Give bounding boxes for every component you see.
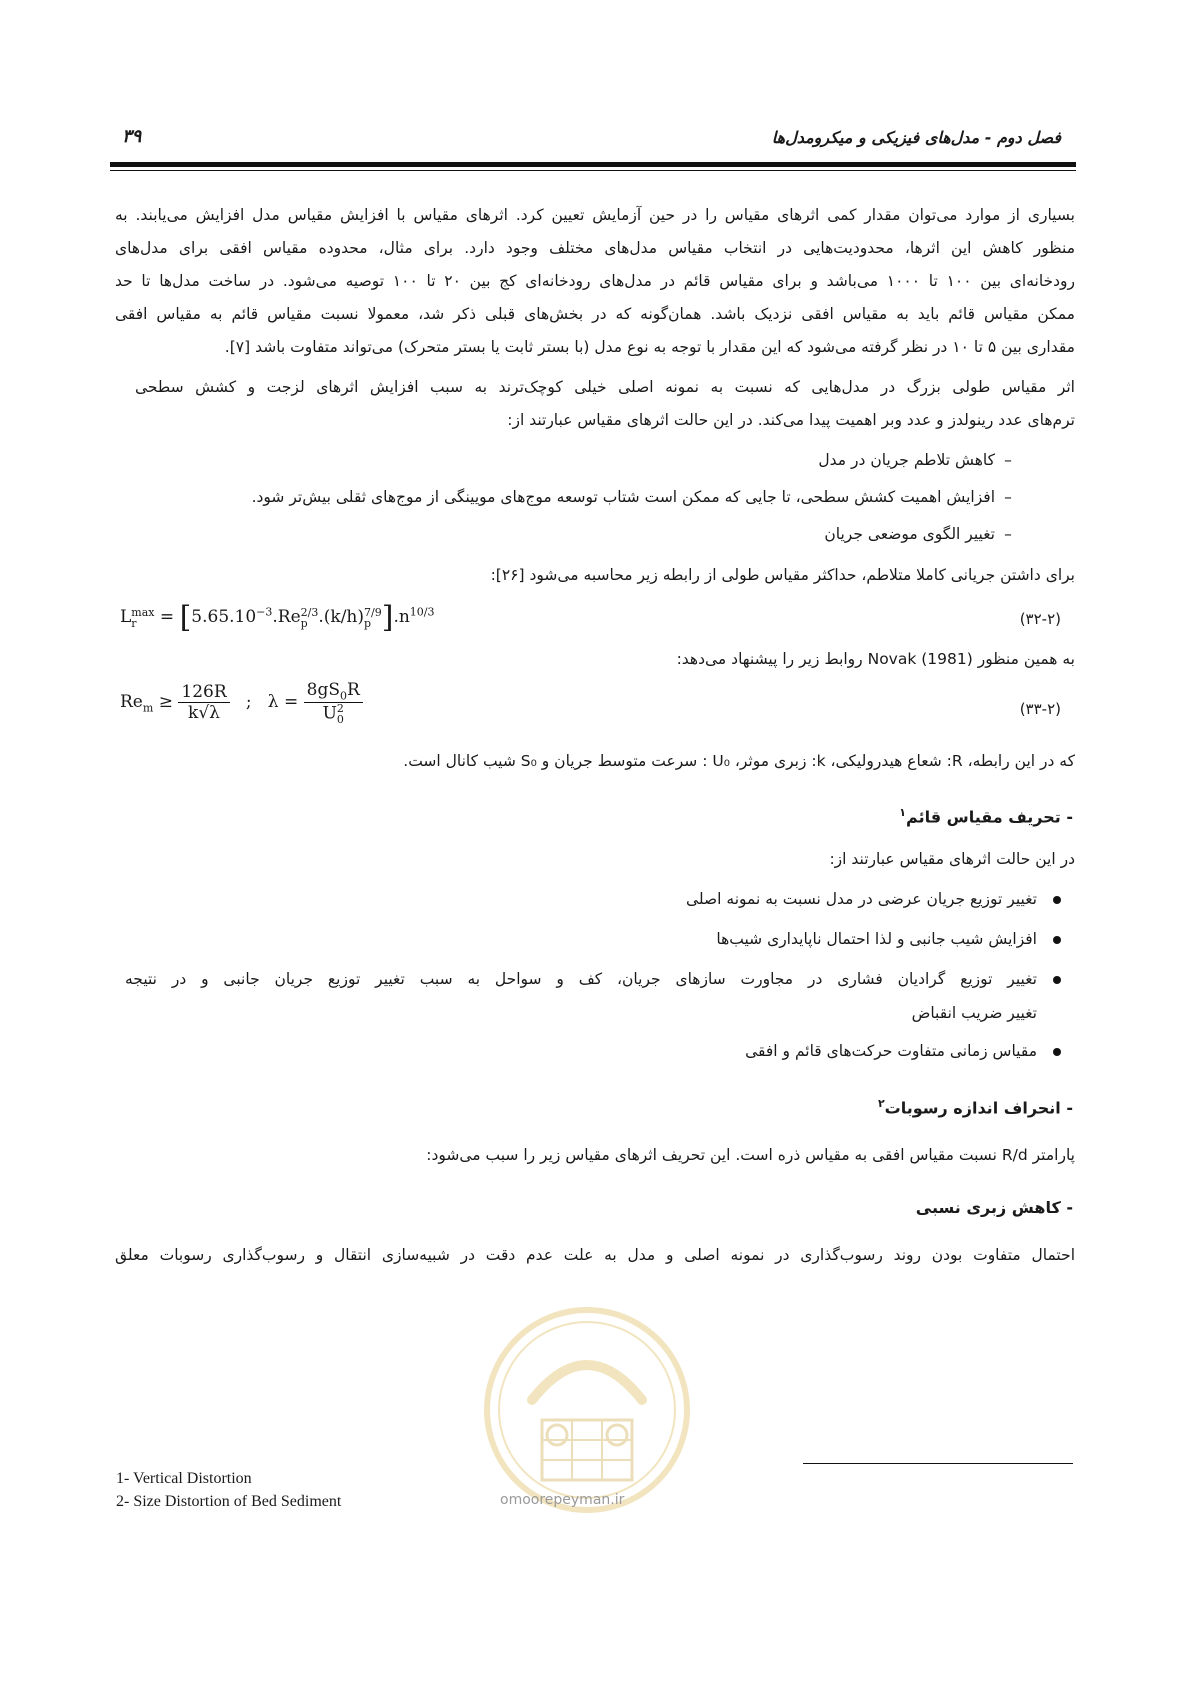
para4: به همین منظور Novak (1981) روابط زیر را پیشنهاد می‌دهد: (676, 650, 1075, 668)
dash-item-3 (824, 525, 1021, 543)
eq33-num2-a: 8gS (306, 680, 340, 700)
eq32-bracket-close: ] (381, 600, 394, 635)
eq33-num2 (304, 680, 363, 703)
eq32-c4-sup: 10/3 (409, 605, 435, 619)
eq32-c2: .Re (272, 607, 301, 627)
eq32-c2-sup: 2/3 (300, 605, 319, 619)
chapter-title: فصل دوم - مدل‌های فیزیکی و میکرومدل‌ها (771, 128, 1061, 147)
eq32-number: (۳۲-۲) (1019, 610, 1061, 628)
para8: احتمال متفاوت بودن روند رسوب‌گذاری در نمونه اصلی و مدل به علت عدم دقت در شبیه‌سازی انتقال و رسوب‌گذاری رسوبات معلق (115, 1246, 1075, 1264)
dash-item-1 (818, 451, 1021, 469)
dash-item-text: افزایش اهمیت کشش سطحی، تا جایی که ممکن است شتاب توسعه موج‌های مویینگی از موج‌های ثقلی بیش‌تر شود. (251, 488, 995, 506)
para5: که در این رابطه، R: شعاع هیدرولیکی، k: زبری موثر، U₀ : سرعت متوسط جریان و S₀ شیب کانال است. (403, 752, 1075, 770)
header-rule-thick (110, 162, 1076, 167)
section2-note: ۲ (877, 1097, 885, 1110)
eq32-c4: .n (393, 607, 410, 627)
dash-mark: – (1004, 525, 1012, 543)
eq32-c1-sup: −3 (256, 605, 273, 619)
eq32-c1: 5.65.10 (191, 607, 257, 627)
eq33-num2-b: R (347, 680, 360, 700)
dash-item-text: تغییر الگوی موضعی جریان (824, 525, 995, 543)
para1-line5: مقداری بین ۵ تا ۱۰ در نظر گرفته می‌شود که این مقدار با توجه به نوع مدل (با بستر ثابت یا بستر متحرک) می‌تواند متفاوت باشد [۷]. (224, 338, 1075, 356)
section1-note: ۱ (899, 806, 907, 819)
equation-33 (120, 680, 363, 725)
eq33-den2 (304, 703, 363, 725)
eq33-num2-sub: 0 (340, 689, 347, 703)
watermark-site: omoorepeyman.ir (500, 1492, 625, 1508)
dot-item-text: مقیاس زمانی متفاوت حرکت‌های قائم و افقی (745, 1042, 1037, 1060)
equation-32 (120, 600, 435, 635)
para2-line2: ترم‌های عدد رینولدز و عدد وبر اهمیت پیدا می‌کند. در این حالت اثرهای مقیاس عبارتند از: (507, 411, 1075, 429)
eq33-den2-sub: 0 (336, 713, 344, 727)
eq33-re: Re (120, 692, 143, 713)
bullet-dot (1053, 936, 1061, 944)
eq32-lhs-sup: max (131, 605, 155, 619)
bullet-dot (1053, 976, 1061, 984)
dot-item-1 (686, 890, 1061, 908)
section3-title: - کاهش زبری نسبی (915, 1198, 1073, 1217)
eq32-bracket-open: [ (179, 600, 192, 635)
dot-item-2 (716, 930, 1061, 948)
footnote-2: 2- Size Distortion of Bed Sediment (116, 1493, 342, 1510)
section-relative-roughness (916, 1198, 1073, 1217)
page-number: ۳۹ (122, 126, 142, 147)
dash-item-2 (252, 488, 1021, 506)
eq33-den1: k√λ (188, 703, 220, 724)
eq32-c3: .(k/h) (318, 607, 365, 627)
eq32-c3-sub: p (364, 616, 372, 630)
dash-mark: – (1004, 488, 1012, 506)
para1-line1: بسیاری از موارد می‌توان مقدار کمی اثرهای مقیاس را در حین آزمایش تعیین کرد. اثرهای مقیاس با افزایش مقیاس مدل افزایش می‌یابند. به (115, 206, 1075, 224)
eq33-den2-sup: 2 (336, 702, 344, 716)
dot-item-text: تغییر توزیع جریان عرضی در مدل نسبت به نمونه اصلی (685, 890, 1037, 908)
footnote-1: 1- Vertical Distortion (116, 1470, 252, 1487)
dot-item-text: تغییر توزیع گرادیان فشاری در مجاورت سازهای جریان، کف و سواحل به سبب تغییر توزیع جریان جانبی و در نتیجه (125, 970, 1037, 988)
eq32-equals: = (159, 607, 175, 627)
para3: برای داشتن جریانی کاملا متلاطم، حداکثر مقیاس طولی از رابطه زیر محاسبه می‌شود [۲۶]: (490, 566, 1075, 584)
eq32-lhs: L (120, 607, 132, 627)
eq33-frac1 (178, 682, 229, 723)
dot-item-4 (745, 1042, 1061, 1060)
para1-line4: ممکن مقیاس قائم باید به مقیاس افقی نزدیک باشد. همان‌گونه که در بخش‌های قبلی ذکر شد، معمولا نسبت مقیاس قائم به مقیاس افقی (115, 305, 1075, 323)
dash-mark: – (1004, 451, 1012, 469)
eq33-ge: ≥ (158, 692, 173, 713)
section-vertical-distortion (899, 806, 1073, 826)
eq33-den2-base: U (322, 703, 337, 724)
header-rule-thin (110, 170, 1076, 171)
dot-item-3 (125, 970, 1061, 988)
footnote-rule (803, 1463, 1073, 1464)
eq32-lhs-sub: r (131, 616, 137, 630)
dot-item-3-cont: تغییر ضریب انقباض (911, 1004, 1037, 1022)
eq33-sep: ; (245, 692, 252, 713)
eq32-c3-sup: 7/9 (364, 605, 382, 619)
para1-line3: رودخانه‌ای بین ۱۰۰ تا ۱۰۰۰ می‌باشد و برای مقیاس قائم در مدل‌های رودخانه‌ای کج بین ۲۰ تا ۱۰۰ توصیه می‌شود. در ساخت مدل‌ها تا حد (115, 272, 1076, 290)
eq33-frac2 (304, 680, 363, 725)
eq33-num1: 126R (178, 682, 229, 703)
para7: پارامتر R/d نسبت مقیاس افقی به مقیاس ذره است. این تحریف اثرهای مقیاس زیر را سبب می‌شود: (426, 1146, 1075, 1164)
para6: در این حالت اثرهای مقیاس عبارتند از: (829, 850, 1075, 868)
bullet-dot (1053, 896, 1061, 904)
eq33-re-sub: m (142, 701, 154, 715)
para1-line2: منظور کاهش این اثرها، محدودیت‌هایی در انتخاب مقیاس مدل‌های مختلف وجود دارد. برای مثال، محدوده مقیاس افقی برای مدل‌های (115, 239, 1075, 257)
eq33-lambda: λ = (267, 692, 299, 713)
bullet-dot (1053, 1048, 1061, 1056)
eq33-number: (۳۳-۲) (1019, 700, 1061, 718)
section1-title: - تحریف مقیاس قائم (906, 807, 1073, 827)
eq32-c2-sub: p (300, 616, 308, 630)
dot-item-text: افزایش شیب جانبی و لذا احتمال ناپایداری شیب‌ها (716, 930, 1037, 948)
section-size-distortion (878, 1097, 1073, 1117)
dash-item-text: کاهش تلاطم جریان در مدل (818, 451, 995, 469)
section2-title: - انحراف اندازه رسوبات (884, 1098, 1073, 1118)
para2-line1: اثر مقیاس طولی بزرگ در مدل‌هایی که نسبت به نمونه اصلی خیلی کوچک‌ترند به سبب افزایش اثرهای لزجت و کشش سطحی (135, 378, 1075, 396)
